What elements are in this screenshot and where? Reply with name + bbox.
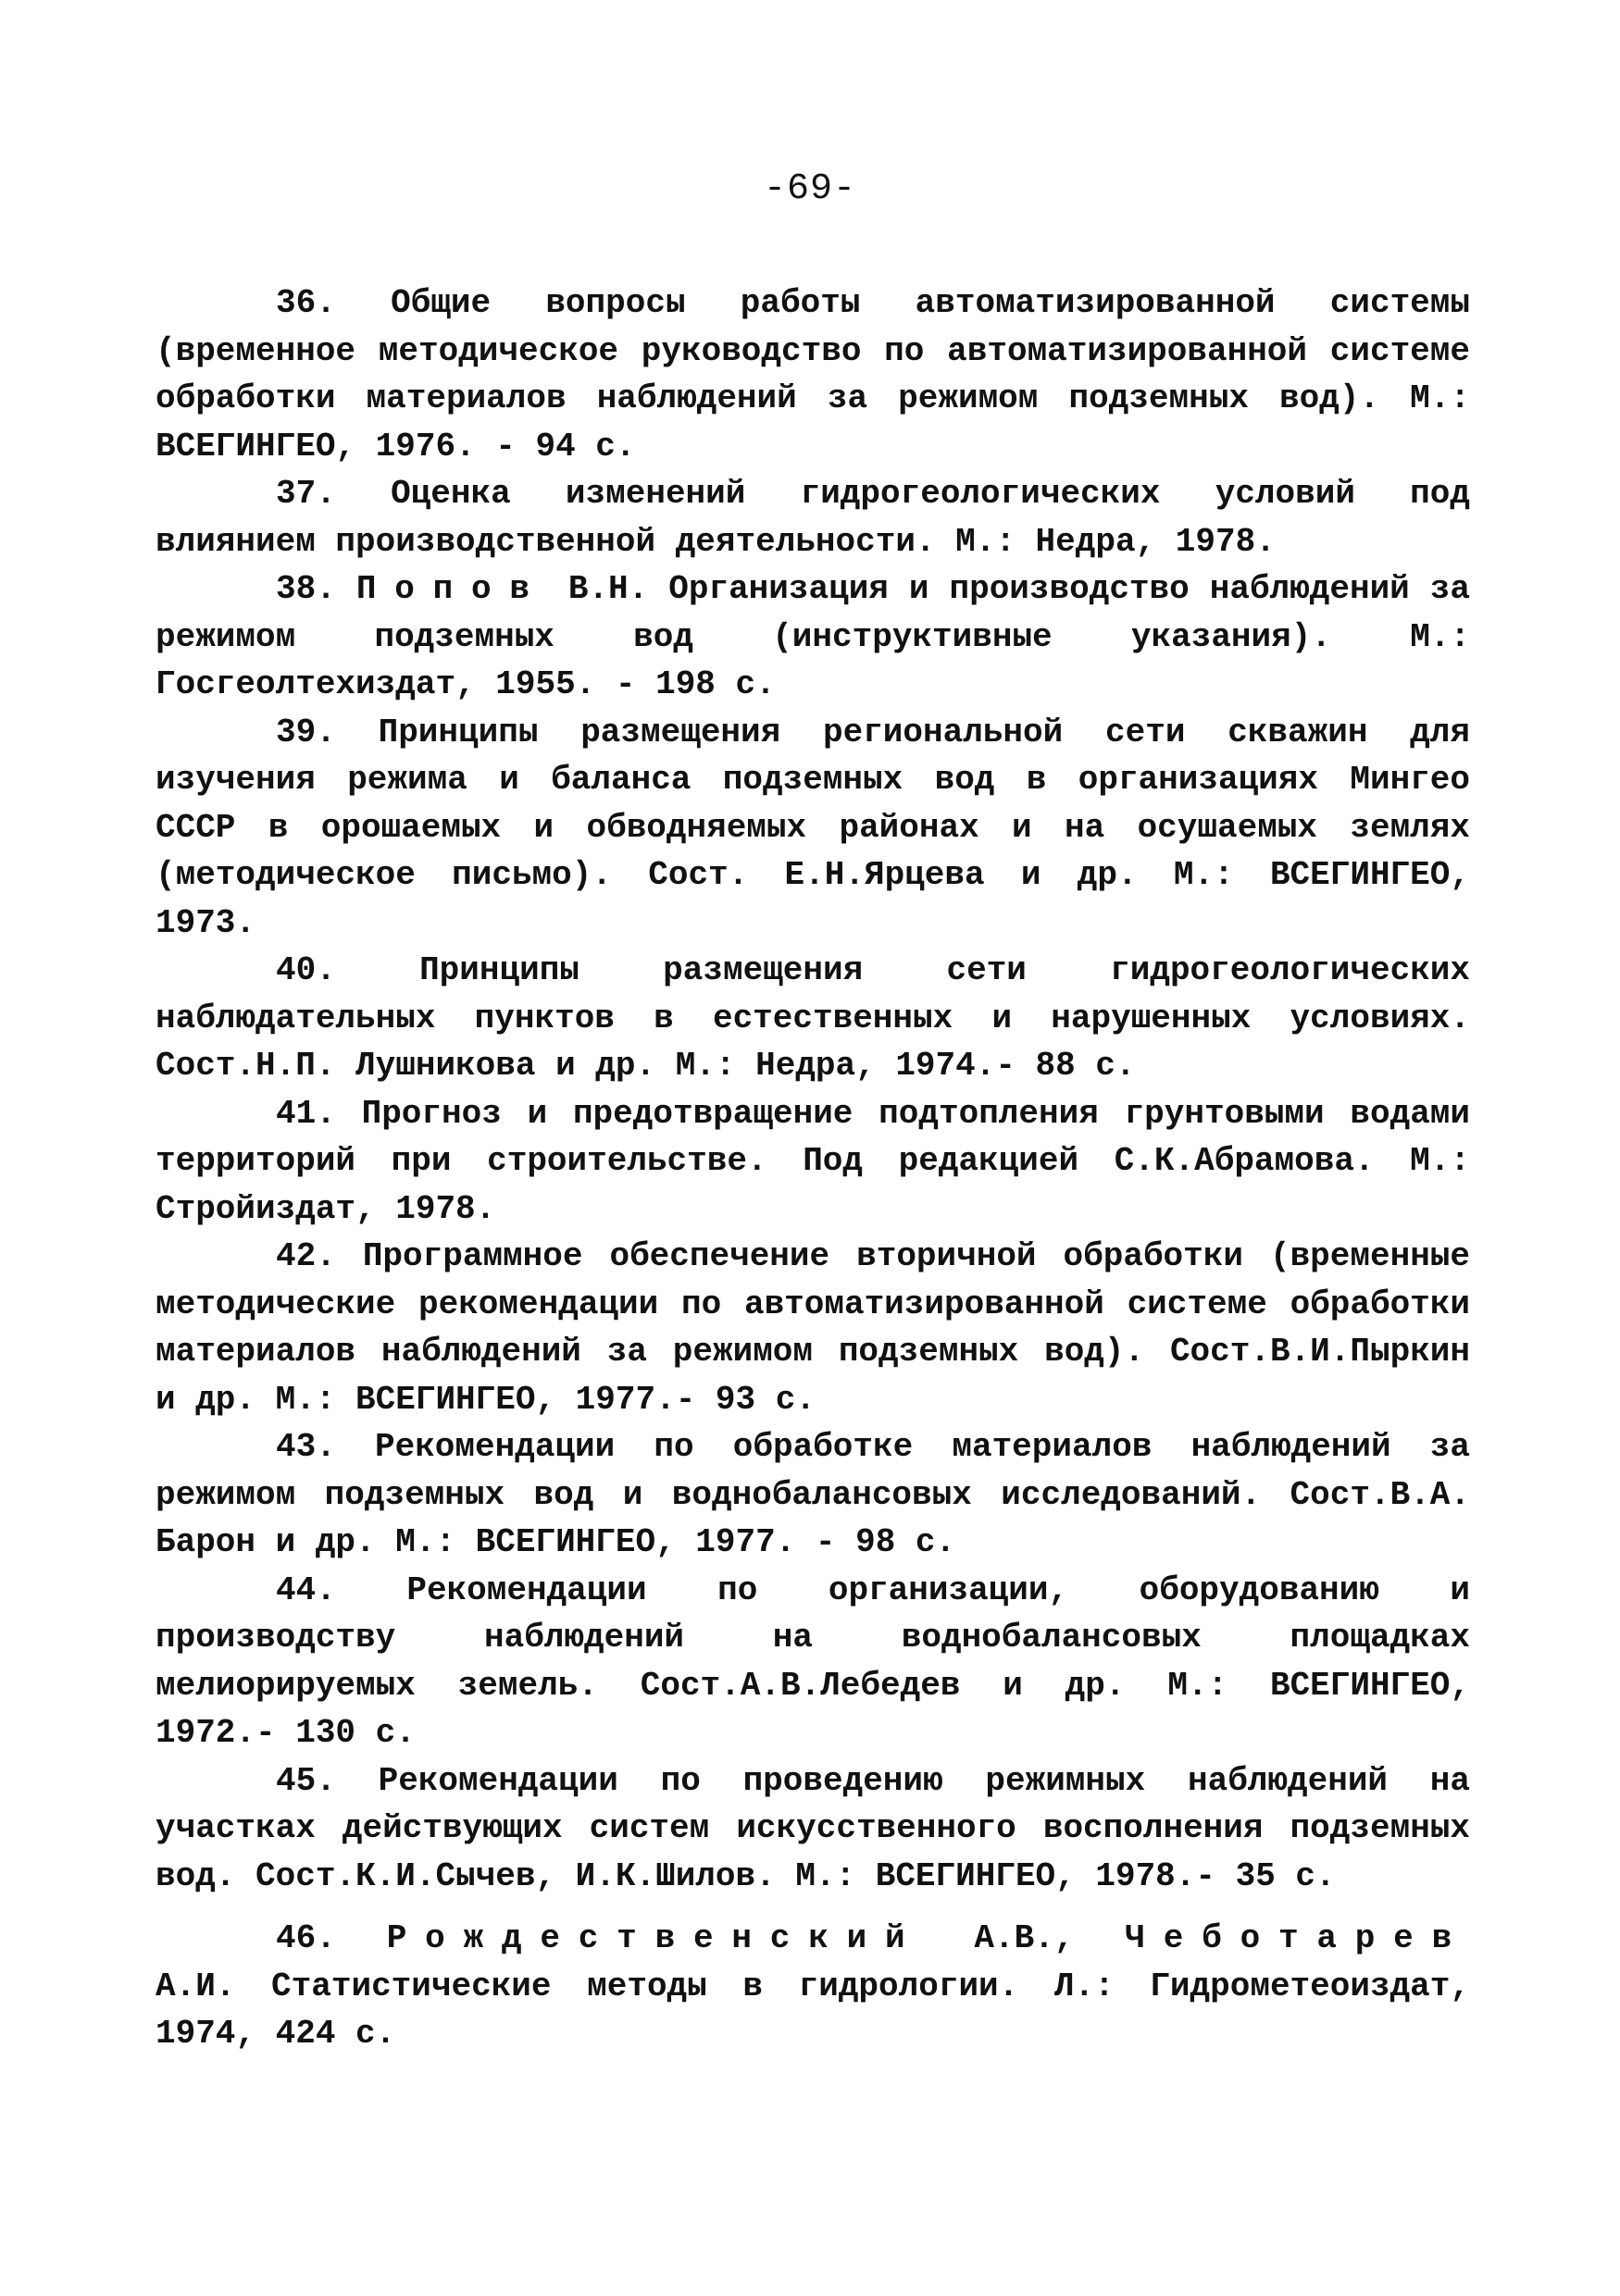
reference-item bbox=[156, 947, 1470, 1090]
reference-number: 37. bbox=[276, 475, 336, 513]
reference-coauthor: Чеботарев bbox=[1125, 1919, 1470, 1957]
reference-number: 41. bbox=[276, 1094, 336, 1133]
reference-text: Общие вопросы работы автоматизированной системы (временное методическое руководство по автоматизированной системе обработки материалов наблюдений за режимом подземных вод). М.: ВСЕГИНГЕО, 1976. - 94 с. bbox=[156, 284, 1470, 465]
reference-number: 42. bbox=[276, 1237, 336, 1275]
reference-text: Принципы размещения региональной сети скважин для изучения режима и баланса подземных вод в организациях Мингео СССР в орошаемых и обводняемых районах и на осушаемых землях (методическое письмо). Сост. Е.Н.Ярцева и др. М.: ВСЕГИНГЕО, 1973. bbox=[156, 713, 1470, 942]
reference-author-initials: А.В., bbox=[974, 1919, 1075, 1957]
reference-item bbox=[156, 1567, 1470, 1757]
reference-text: Программное обеспечение вторичной обработки (временные методические рекомендации по автоматизированной системе обработки материалов наблюдений за режимом подземных вод). Сост.В.И.Пыркин и др. М.: ВСЕГИНГЕО, 1977.- 93 с. bbox=[156, 1237, 1471, 1419]
reference-text: Рекомендации по обработке материалов наблюдений за режимом подземных вод и воднобалансовых исследований. Сост.В.А. Барон и др. М.: ВСЕГИНГЕО, 1977. - 98 с. bbox=[156, 1428, 1470, 1561]
reference-text: Оценка изменений гидрогеологических условий под влиянием производственной деятельности. М.: Недра, 1978. bbox=[156, 475, 1470, 561]
reference-number: 44. bbox=[276, 1570, 336, 1609]
reference-item bbox=[156, 1757, 1470, 1901]
reference-number: 46. bbox=[276, 1919, 336, 1957]
reference-text: А.И. Статистические методы в гидрологии. Л.: Гидрометеоиздат, 1974, 424 с. bbox=[156, 1967, 1470, 2053]
reference-number: 39. bbox=[276, 713, 336, 751]
reference-text: Прогноз и предотвращение подтопления грунтовыми водами территорий при строительстве. Под редакцией С.К.Абрамова. М.: Стройиздат, 1978. bbox=[156, 1094, 1471, 1228]
reference-item bbox=[156, 1915, 1470, 2058]
reference-item bbox=[156, 1423, 1470, 1567]
reference-list bbox=[156, 279, 1470, 2058]
reference-text: В.Н. Организация и производство наблюдений за режимом подземных вод (инструктивные указания). М.: Госгеолтехиздат, 1955. - 198 с. bbox=[156, 570, 1470, 703]
reference-text: Рекомендации по организации, оборудованию и производству наблюдений на воднобалансовых площадках мелиорируемых земель. Сост.А.В.Лебедев и др. М.: ВСЕГИНГЕО, 1972.- 130 с. bbox=[156, 1570, 1470, 1752]
reference-item bbox=[156, 1233, 1470, 1423]
reference-number: 43. bbox=[276, 1428, 336, 1466]
reference-text: Рекомендации по проведению режимных наблюдений на участках действующих систем искусственного восполнения подземных вод. Сост.К.И.Сычев, И.К.Шилов. М.: ВСЕГИНГЕО, 1978.- 35 с. bbox=[156, 1761, 1470, 1895]
reference-author: Рождественский bbox=[386, 1919, 924, 1957]
reference-item bbox=[156, 1090, 1470, 1234]
reference-item bbox=[156, 709, 1470, 948]
reference-number: 36. bbox=[276, 284, 336, 322]
reference-number: 38. bbox=[276, 570, 336, 608]
reference-author: Попов bbox=[355, 570, 548, 608]
reference-number: 40. bbox=[276, 951, 336, 989]
reference-text: Принципы размещения сети гидрогеологических наблюдательных пунктов в естественных и нарушенных условиях. Сост.Н.П. Лушникова и др. М.: Недра, 1974.- 88 с. bbox=[156, 951, 1470, 1085]
reference-item bbox=[156, 470, 1470, 565]
reference-item bbox=[156, 279, 1470, 470]
reference-number: 45. bbox=[276, 1761, 336, 1800]
reference-item bbox=[156, 565, 1470, 709]
page-number: -69- bbox=[763, 168, 856, 210]
